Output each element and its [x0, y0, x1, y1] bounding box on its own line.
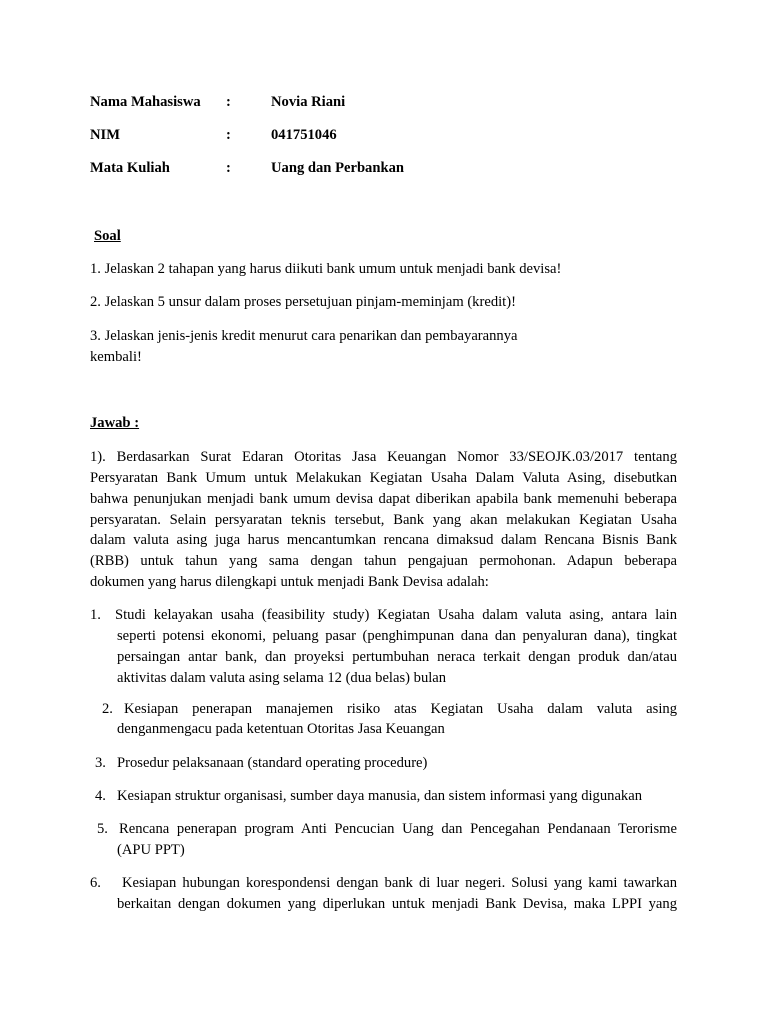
colon: :: [226, 127, 231, 143]
answer-paragraph-line: dalam valuta asing juga harus mencantumkan rencana dimaksud dalam Rencana Bisnis Bank: [90, 532, 677, 548]
label-nama-mahasiswa: Nama Mahasiswa: [90, 94, 201, 110]
value-nim: 041751046: [271, 127, 337, 143]
list-item-number: 1.: [90, 607, 101, 623]
value-nama-mahasiswa: Novia Riani: [271, 94, 346, 110]
soal-heading: Soal: [94, 228, 121, 244]
colon: :: [226, 160, 231, 176]
list-item-text: denganmengacu pada ketentuan Otoritas Jasa Keuangan: [117, 721, 445, 737]
label-nim: NIM: [90, 127, 120, 143]
list-item-text: Kesiapan hubungan korespondensi dengan bank di luar negeri. Solusi yang kami tawarkan: [122, 875, 677, 891]
question-1: 1. Jelaskan 2 tahapan yang harus diikuti bank umum untuk menjadi bank devisa!: [90, 261, 562, 277]
answer-paragraph-line: Persyaratan Bank Umum untuk Melakukan Kegiatan Usaha Dalam Valuta Asing, disebutkan: [90, 470, 677, 486]
question-3-line-1: 3. Jelaskan jenis-jenis kredit menurut cara penarikan dan pembayarannya: [90, 328, 518, 344]
list-item-text: persaingan antar bank, dan proyeksi pertumbuhan neraca terkait dengan produk dan/atau: [117, 649, 677, 665]
question-3-line-2: kembali!: [90, 349, 142, 365]
list-item-number: 3.: [95, 755, 106, 771]
list-item-number: 6.: [90, 875, 101, 891]
list-item-text: Kesiapan penerapan manajemen risiko atas Kegiatan Usaha dalam valuta asing: [124, 701, 677, 717]
list-item-text: aktivitas dalam valuta asing selama 12 (dua belas) bulan: [117, 670, 447, 686]
list-item-text: Prosedur pelaksanaan (standard operating procedure): [117, 755, 428, 771]
answer-paragraph-line: bahwa penunjukan menjadi bank umum devisa dapat diberikan apabila bank memenuhi beberapa: [90, 491, 677, 507]
list-item-text: seperti potensi ekonomi, peluang pasar (penghimpunan dana dan penyaluran dana), tingkat: [117, 628, 677, 644]
list-item-text: berkaitan dengan dokumen yang diperlukan untuk menjadi Bank Devisa, maka LPPI yang: [117, 896, 677, 912]
list-item-number: 2.: [102, 701, 113, 717]
question-2: 2. Jelaskan 5 unsur dalam proses persetujuan pinjam-meminjam (kredit)!: [90, 294, 516, 310]
jawab-heading: Jawab :: [90, 415, 140, 431]
value-mata-kuliah: Uang dan Perbankan: [271, 160, 405, 176]
list-item-number: 4.: [95, 788, 106, 804]
list-item-text: Rencana penerapan program Anti Pencucian Uang dan Pencegahan Pendanaan Terorisme: [119, 821, 677, 837]
colon: :: [226, 94, 231, 110]
answer-paragraph-line: dokumen yang harus dilengkapi untuk menjadi Bank Devisa adalah:: [90, 574, 489, 590]
list-item-number: 5.: [97, 821, 108, 837]
label-mata-kuliah: Mata Kuliah: [90, 160, 170, 176]
list-item-text: Studi kelayakan usaha (feasibility study) Kegiatan Usaha dalam valuta asing, antara lain: [115, 607, 677, 623]
answer-paragraph-line: persyaratan. Selain persyaratan teknis tersebut, Bank yang akan melakukan Kegiatan Usaha: [90, 512, 677, 528]
answer-paragraph-line: 1). Berdasarkan Surat Edaran Otoritas Jasa Keuangan Nomor 33/SEOJK.03/2017 tentang: [90, 449, 677, 465]
list-item-text: Kesiapan struktur organisasi, sumber daya manusia, dan sistem informasi yang digunakan: [117, 788, 642, 804]
answer-paragraph-line: (RBB) untuk tahun yang sama dengan tahun pengajuan permohonan. Adapun beberapa: [90, 553, 677, 569]
list-item-text: (APU PPT): [117, 842, 185, 858]
